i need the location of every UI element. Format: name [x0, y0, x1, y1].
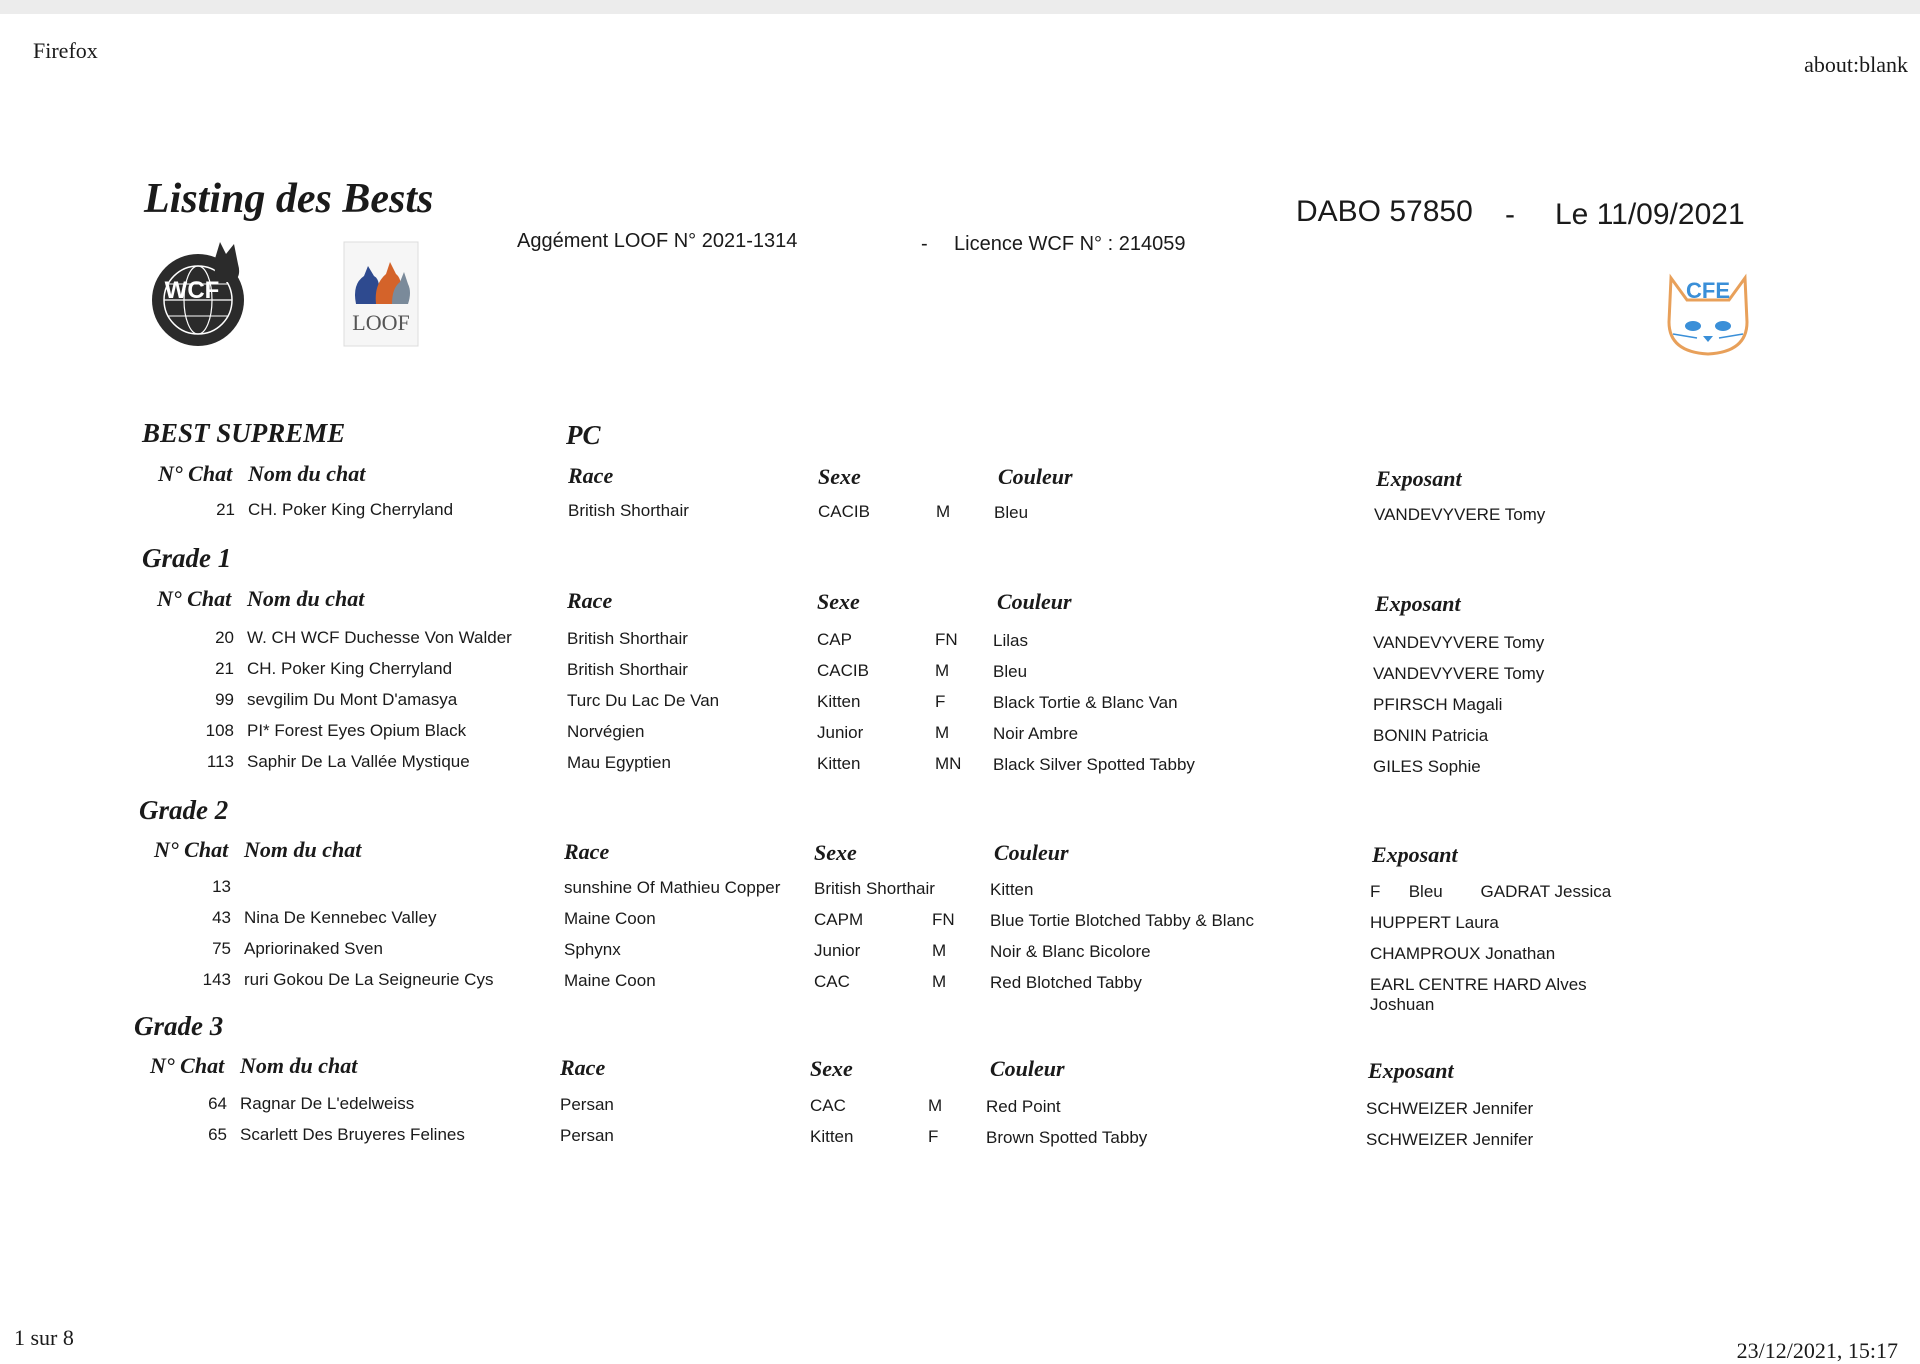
cat-name: Nina De Kennebec Valley	[244, 908, 437, 927]
cat-sex: M	[932, 972, 947, 991]
cat-class: CAC	[814, 972, 850, 991]
col-header-couleur: Couleur	[998, 464, 1073, 489]
cat-name: Scarlett Des Bruyeres Felines	[240, 1125, 465, 1144]
exhibitor: BONIN Patricia	[1373, 726, 1489, 745]
col-header-name: Nom du chat	[240, 1053, 358, 1078]
document-title: Listing des Bests	[144, 176, 434, 222]
cfe-logo	[1663, 272, 1753, 368]
cat-color: Noir & Blanc Bicolore	[990, 942, 1151, 961]
cat-race: British Shorthair	[568, 501, 689, 520]
cat-race: sunshine Of Mathieu Copper	[564, 878, 781, 897]
col-header-race: Race	[567, 588, 613, 613]
col-header-name: Nom du chat	[248, 461, 366, 486]
cat-name: W. CH WCF Duchesse Von Walder	[247, 628, 512, 647]
cat-race: Maine Coon	[564, 909, 656, 928]
cat-race: Turc Du Lac De Van	[567, 691, 720, 710]
cat-sex: M	[935, 723, 950, 742]
cat-color: Red Point	[986, 1097, 1061, 1116]
cat-color: Black Silver Spotted Tabby	[993, 755, 1195, 774]
cat-color: Bleu	[993, 662, 1028, 681]
cat-race: British Shorthair	[567, 660, 688, 679]
cat-name: CH. Poker King Cherryland	[248, 500, 454, 519]
col-header-race: Race	[568, 463, 614, 488]
col-header-exposant: Exposant	[1375, 591, 1461, 616]
cat-number: 108	[205, 721, 234, 740]
cat-class: CACIB	[817, 661, 869, 680]
exhibitor: VANDEVYVERE Tomy	[1374, 505, 1546, 524]
scan-top-border	[0, 0, 1920, 14]
cat-sex: F	[935, 692, 946, 711]
cat-name: Saphir De La Vallée Mystique	[247, 752, 470, 771]
cat-class: CAP	[817, 630, 852, 649]
cat-color: Lilas	[993, 631, 1028, 650]
col-header-name: Nom du chat	[247, 586, 365, 611]
exhibitor: GILES Sophie	[1373, 757, 1481, 776]
exhibitor: VANDEVYVERE Tomy	[1373, 633, 1545, 652]
cat-name: sevgilim Du Mont D'amasya	[247, 690, 458, 709]
loof-logo	[342, 240, 420, 348]
cat-number: 143	[202, 970, 231, 989]
cat-color: Brown Spotted Tabby	[986, 1128, 1148, 1147]
col-header-couleur: Couleur	[994, 840, 1069, 865]
cat-name: PI* Forest Eyes Opium Black	[247, 721, 467, 740]
exhibitor: PFIRSCH Magali	[1373, 695, 1503, 714]
section-title: Grade 3	[134, 1011, 224, 1041]
col-header-sexe: Sexe	[810, 1056, 853, 1081]
cat-sex: FN	[935, 630, 958, 649]
cat-number: 65	[208, 1125, 227, 1144]
cat-sex: MN	[935, 754, 962, 773]
col-header-exposant: Exposant	[1368, 1058, 1454, 1083]
cat-number: 43	[212, 908, 231, 927]
cat-sex: M	[932, 941, 947, 960]
location-separator: -	[1505, 198, 1515, 231]
cat-name: Apriorinaked Sven	[244, 939, 383, 958]
col-header-couleur: Couleur	[997, 589, 1072, 614]
cat-class: Junior	[817, 723, 864, 742]
cat-sex: FN	[932, 910, 955, 929]
col-header-sexe: Sexe	[817, 589, 860, 614]
cat-race: British Shorthair	[567, 629, 688, 648]
cat-class: Kitten	[817, 692, 861, 711]
col-header-exposant: Exposant	[1372, 842, 1458, 867]
cat-number: 21	[216, 500, 235, 519]
col-header-couleur: Couleur	[990, 1056, 1065, 1081]
cat-number: 21	[215, 659, 234, 678]
cat-color: Bleu	[994, 503, 1029, 522]
col-header-race: Race	[560, 1055, 606, 1080]
cat-class: British Shorthair	[814, 879, 935, 898]
col-header-num: N° Chat	[158, 461, 233, 486]
exhibitor: EARL CENTRE HARD Alves	[1370, 975, 1587, 994]
cat-race: Mau Egyptien	[567, 753, 671, 772]
show-date: Le 11/09/2021	[1555, 198, 1745, 231]
cat-sex: F	[928, 1127, 939, 1146]
cat-race: Persan	[560, 1095, 614, 1114]
cat-name: ruri Gokou De La Seigneurie Cys	[244, 970, 494, 989]
cat-color: Black Tortie & Blanc Van	[993, 693, 1178, 712]
cat-race: Sphynx	[564, 940, 621, 959]
section-title: BEST SUPREME	[142, 418, 346, 448]
cat-number: 113	[206, 752, 234, 771]
col-header-num: N° Chat	[150, 1053, 225, 1078]
exhibitor: HUPPERT Laura	[1370, 913, 1499, 932]
cat-sex: M	[936, 502, 951, 521]
cat-class: CAPM	[814, 910, 864, 929]
cat-race: Maine Coon	[564, 971, 656, 990]
col-header-num: N° Chat	[154, 837, 229, 862]
cat-class: Kitten	[817, 754, 861, 773]
exhibitor: CHAMPROUX Jonathan	[1370, 944, 1556, 963]
col-header-num: N° Chat	[157, 586, 232, 611]
cat-sex: M	[935, 661, 950, 680]
col-header-race: Race	[564, 839, 610, 864]
cat-number: 20	[215, 628, 234, 647]
browser-url: about:blank	[1804, 52, 1908, 77]
cat-race: Norvégien	[567, 722, 645, 741]
exhibitor: SCHWEIZER Jennifer	[1366, 1130, 1534, 1149]
cat-class: CACIB	[818, 502, 870, 521]
col-header-sexe: Sexe	[818, 464, 861, 489]
cat-number: 75	[212, 939, 231, 958]
cat-color: Blue Tortie Blotched Tabby & Blanc	[990, 911, 1254, 930]
cat-name: Ragnar De L'edelweiss	[240, 1094, 415, 1113]
col-header-exposant: Exposant	[1376, 466, 1462, 491]
cat-color: Kitten	[990, 880, 1034, 899]
show-location: DABO 57850	[1296, 195, 1473, 228]
loof-logo-text: LOOF	[352, 310, 410, 335]
section-title: Grade 1	[142, 543, 232, 573]
cat-sex: M	[928, 1096, 943, 1115]
cat-class: Junior	[814, 941, 861, 960]
cat-number: 64	[208, 1094, 227, 1113]
licence-number: Licence WCF N° : 214059	[954, 233, 1186, 255]
section-title: Grade 2	[139, 795, 229, 825]
meta-separator: -	[921, 233, 928, 255]
cat-number: 13	[212, 877, 231, 896]
wcf-logo	[142, 238, 262, 350]
cat-color: Red Blotched Tabby	[990, 973, 1142, 992]
cat-class: CAC	[810, 1096, 846, 1115]
page-indicator: 1 sur 8	[14, 1325, 74, 1350]
cat-number: 99	[215, 690, 234, 709]
col-header-name: Nom du chat	[244, 837, 362, 862]
col-header-sexe: Sexe	[814, 840, 857, 865]
exhibitor: F Bleu GADRAT Jessica	[1370, 882, 1612, 901]
cfe-logo-text: CFE	[1686, 278, 1730, 303]
cat-class: Kitten	[810, 1127, 854, 1146]
cat-race: Persan	[560, 1126, 614, 1145]
agrement-number: Aggément LOOF N° 2021-1314	[517, 230, 798, 252]
browser-name: Firefox	[33, 38, 98, 63]
section-subtitle: PC	[566, 420, 601, 450]
wcf-logo-text: WCF	[164, 277, 220, 304]
exhibitor: VANDEVYVERE Tomy	[1373, 664, 1545, 683]
cat-color: Noir Ambre	[993, 724, 1079, 743]
cat-name: CH. Poker King Cherryland	[247, 659, 453, 678]
print-datetime: 23/12/2021, 15:17	[1736, 1338, 1898, 1363]
exhibitor-line2: Joshuan	[1370, 995, 1435, 1014]
exhibitor: SCHWEIZER Jennifer	[1366, 1099, 1534, 1118]
